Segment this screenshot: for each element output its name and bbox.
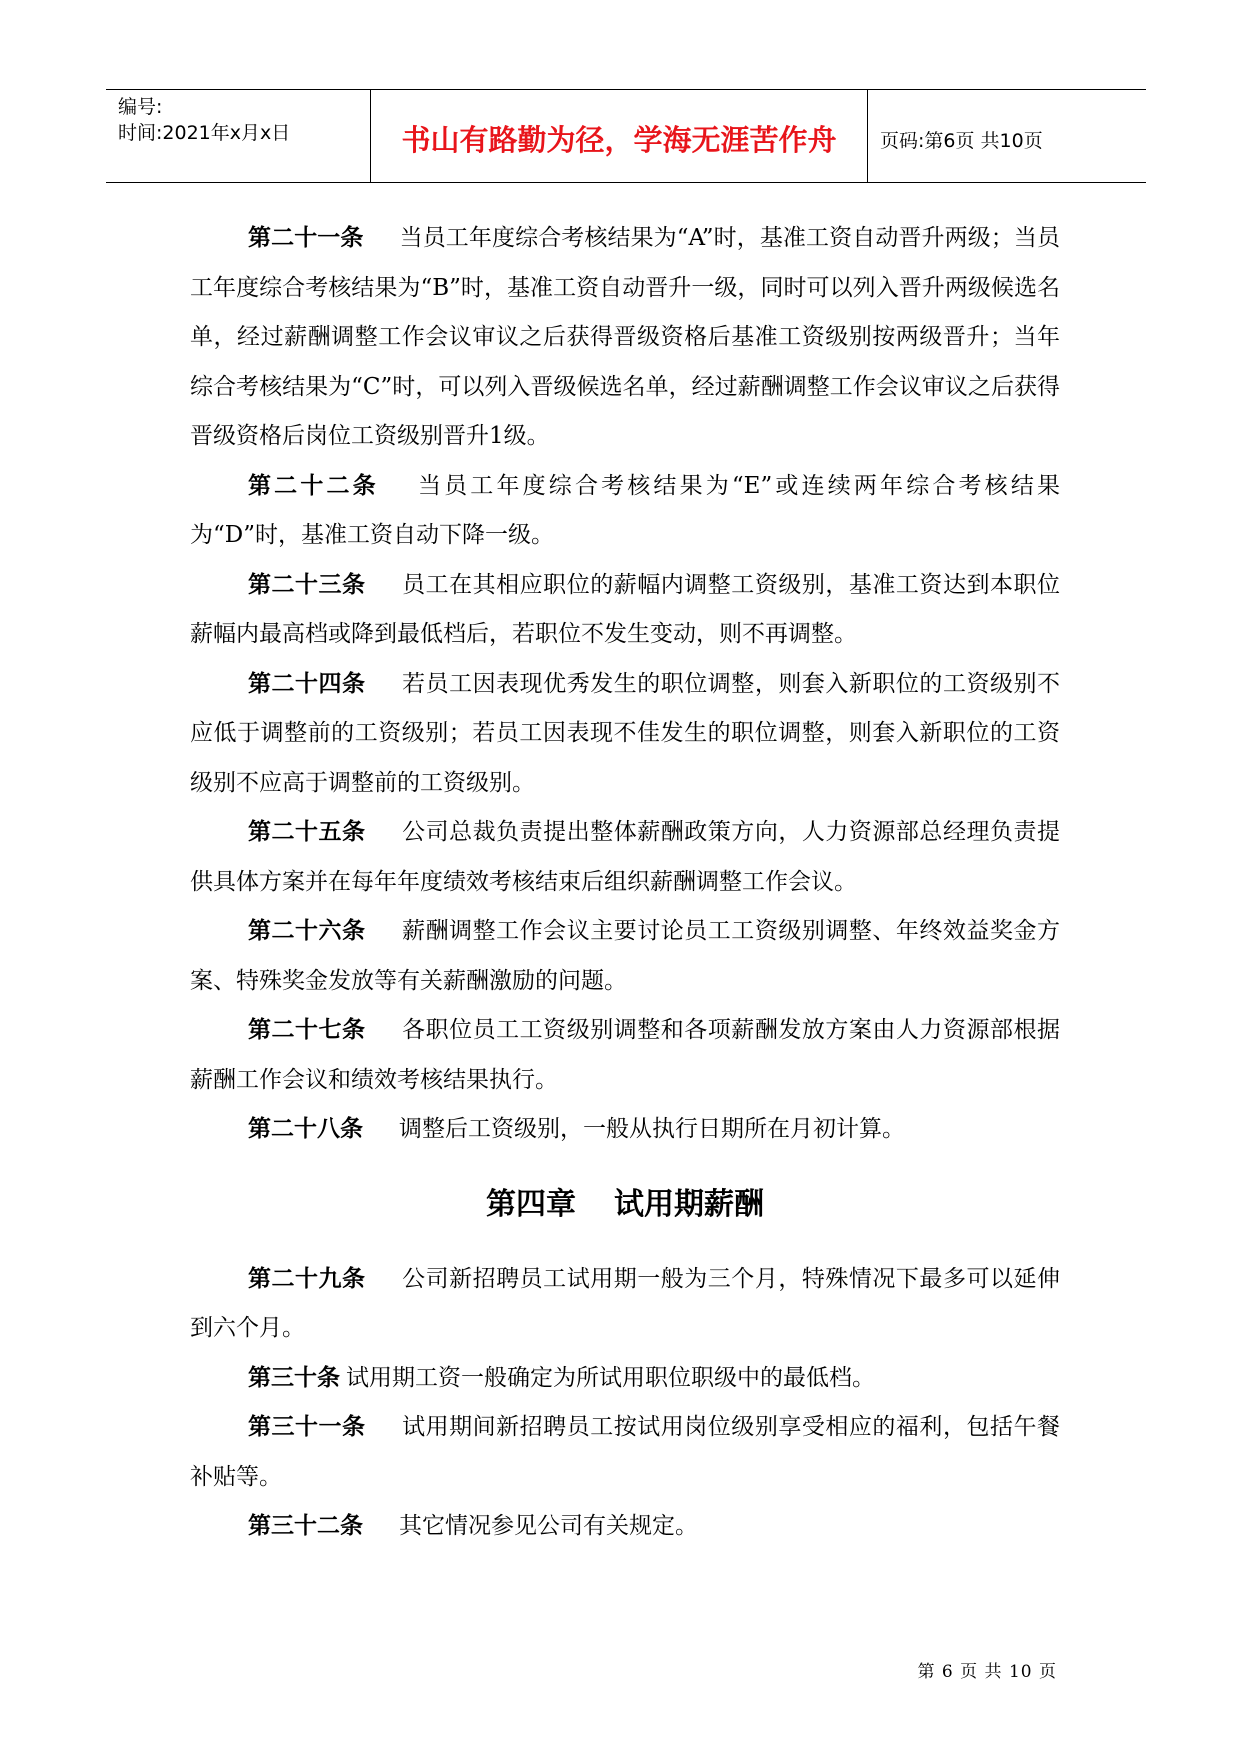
- articles-section-a: [190, 214, 1060, 1155]
- article-number: 第三十条: [248, 1364, 340, 1391]
- article-text: 若员工因表现优秀发生的职位调整，则套入新职位的工资级别不应低于调整前的工资级别；若员工因表现不佳发生的职位调整，则套入新职位的工资级别不应高于调整前的工资级别。: [190, 670, 1061, 796]
- header-page-label: 页码:第6页 共10页: [880, 130, 1043, 152]
- article-paragraph: [190, 462, 1060, 561]
- article-text: 其它情况参见公司有关规定。: [399, 1513, 698, 1539]
- document-time-label: 时间:2021年x月x日: [118, 122, 291, 144]
- article-paragraph: [190, 561, 1060, 660]
- article-paragraph: [190, 907, 1060, 1006]
- document-number-label: 编号:: [118, 96, 163, 118]
- article-number: 第二十二条: [248, 472, 379, 499]
- articles-section-b: [190, 1255, 1060, 1552]
- header-left-cell: [106, 90, 371, 182]
- article-paragraph: [190, 660, 1060, 809]
- header-motto-cell: [371, 90, 868, 182]
- chapter-number: 第四章: [486, 1186, 576, 1222]
- article-number: 第二十一条: [248, 225, 364, 251]
- chapter-heading: [190, 1185, 1060, 1225]
- article-text: 试用期工资一般确定为所试用职位职级中的最低档。: [346, 1364, 875, 1391]
- chapter-title: 试用期薪酬: [614, 1186, 764, 1222]
- article-number: 第二十三条: [248, 571, 366, 598]
- article-paragraph: [190, 1006, 1060, 1105]
- article-text: 各职位员工工资级别调整和各项薪酬发放方案由人力资源部根据薪酬工作会议和绩效考核结果执行。: [190, 1017, 1061, 1093]
- article-text: 公司新招聘员工试用期一般为三个月，特殊情况下最多可以延伸到六个月。: [190, 1265, 1061, 1341]
- article-text: 调整后工资级别，一般从执行日期所在月初计算。: [399, 1116, 905, 1142]
- article-paragraph: [190, 214, 1060, 462]
- article-text: 当员工年度综合考核结果为“E”或连续两年综合考核结果为“D”时，基准工资自动下降一级。: [190, 472, 1060, 548]
- document-body: [190, 214, 1060, 1552]
- page-header: [106, 89, 1146, 183]
- article-number: 第三十二条: [248, 1513, 363, 1539]
- article-paragraph: [190, 1403, 1060, 1502]
- article-text: 员工在其相应职位的薪幅内调整工资级别，基准工资达到本职位薪幅内最高档或降到最低档后，若职位不发生变动，则不再调整。: [190, 571, 1061, 647]
- article-paragraph: [190, 1105, 1060, 1155]
- article-number: 第二十六条: [248, 918, 366, 944]
- article-text: 当员工年度综合考核结果为“A”时，基准工资自动晋升两级；当员工年度综合考核结果为“B”时，基准工资自动晋升一级，同时可以列入晋升两级候选名单，经过薪酬调整工作会议审议之后获得晋级资格后基准工资级别按两级晋升；当年综合考核结果为“C”时，可以列入晋级候选名单，经过薪酬调整工作会议审议之后获得晋级资格后岗位工资级别晋升1级。: [190, 225, 1061, 449]
- header-page-cell: [868, 90, 1146, 182]
- article-text: 公司总裁负责提出整体薪酬政策方向，人力资源部总经理负责提供具体方案并在每年年度绩效考核结束后组织薪酬调整工作会议。: [190, 819, 1061, 895]
- article-paragraph: [190, 1255, 1060, 1354]
- article-number: 第二十七条: [248, 1017, 366, 1043]
- article-text: 试用期间新招聘员工按试用岗位级别享受相应的福利，包括午餐补贴等。: [190, 1414, 1061, 1490]
- article-number: 第三十一条: [248, 1414, 366, 1440]
- article-text: 薪酬调整工作会议主要讨论员工工资级别调整、年终效益奖金方案、特殊奖金发放等有关薪酬激励的问题。: [190, 918, 1061, 994]
- article-paragraph: [190, 808, 1060, 907]
- article-number: 第二十五条: [248, 819, 366, 845]
- article-number: 第二十八条: [248, 1116, 363, 1142]
- header-motto: 书山有路勤为径，学海无涯苦作舟: [401, 123, 837, 157]
- article-number: 第二十四条: [248, 670, 366, 697]
- page-footer: 第 6 页 共 10 页: [917, 1662, 1057, 1682]
- article-paragraph: [190, 1502, 1060, 1552]
- article-number: 第二十九条: [248, 1265, 366, 1292]
- article-paragraph: [190, 1354, 1060, 1404]
